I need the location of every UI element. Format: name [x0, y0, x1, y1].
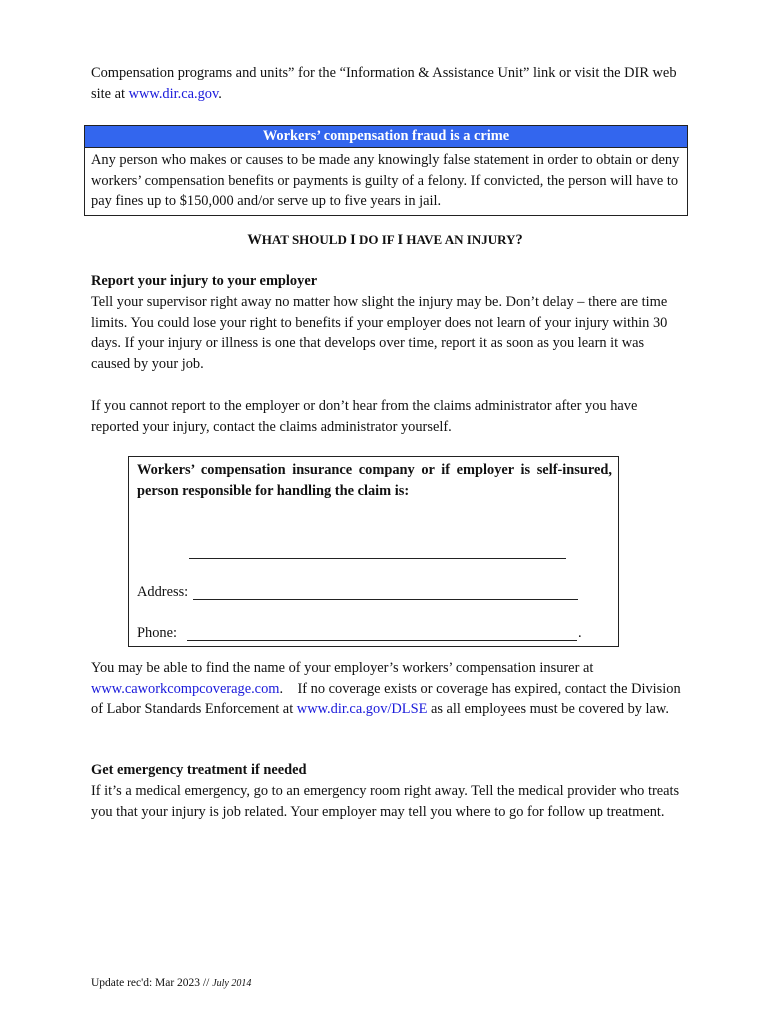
fraud-notice-body: Any person who makes or causes to be made any knowingly false statement in order to obtain or deny workers’ compensation benefits or payments is guilty of a felony. If convicted, the person will have to pay fines up to $150,000 and/or serve up to five years in jail. — [91, 152, 680, 210]
fraud-notice-box — [84, 125, 688, 216]
dlse-link[interactable]: www.dir.ca.gov/DLSE — [296, 701, 428, 718]
report-injury-title: Report your injury to your employer — [91, 273, 318, 289]
insurer-name-field[interactable] — [189, 558, 566, 559]
address-label: Address: — [137, 584, 189, 600]
section-heading: WHAT SHOULD I DO IF I HAVE AN INJURY? — [247, 232, 523, 248]
intro-paragraph — [91, 63, 681, 104]
coverage-paragraph — [91, 658, 685, 720]
footer-updated-text: Update rec'd: Mar 2023 // — [91, 977, 213, 989]
report-injury-paragraph: Tell your supervisor right away no matter how slight the injury may be. Don’t delay – there are time limits. You could lose your right to benefits if your employer does not learn of your injury within 30 days. If your injury or illness is one that develops over time, report it as soon as you learn it was caused by your job. — [91, 294, 668, 372]
footer-date: July 2014 — [212, 978, 252, 989]
emergency-title: Get emergency treatment if needed — [91, 762, 307, 778]
address-field[interactable] — [193, 599, 578, 600]
fraud-notice-heading: Workers’ compensation fraud is a crime — [85, 126, 687, 148]
insurer-box-title: Workers’ compensation insurance company or if employer is self-insured, person responsible for handling the claim is: — [137, 462, 612, 499]
intro-text: Compensation programs and units” for the “Information & Assistance Unit” link or visit the DIR web site at — [91, 65, 677, 102]
coverage-text-1: You may be able to find the name of your employer’s workers’ compensation insurer at — [91, 660, 594, 676]
phone-period: . — [578, 625, 582, 641]
caworkcompcoverage-link[interactable]: www.caworkcompcoverage.com — [91, 680, 280, 697]
coverage-text-2: . If no coverage exists or coverage has expired, contact the Division of Labor Standards Enforcement at — [91, 680, 685, 718]
emergency-paragraph: If it’s a medical emergency, go to an emergency room right away. Tell the medical provider who treats you that your injury is job related. Your employer may tell you where to go for follow up treatment. — [91, 783, 680, 820]
intro-text-end: . — [218, 85, 222, 102]
coverage-text-3: as all employees must be covered by law. — [427, 701, 669, 718]
footer-update-note — [91, 977, 251, 989]
contact-administrator-paragraph: If you cannot report to the employer or don’t hear from the claims administrator after you have reported your injury, contact the claims administrator yourself. — [91, 398, 638, 435]
phone-field[interactable] — [187, 640, 577, 641]
phone-label: Phone: — [137, 625, 177, 641]
insurer-info-box — [128, 456, 619, 647]
dir-website-link[interactable]: www.dir.ca.gov — [128, 85, 219, 102]
